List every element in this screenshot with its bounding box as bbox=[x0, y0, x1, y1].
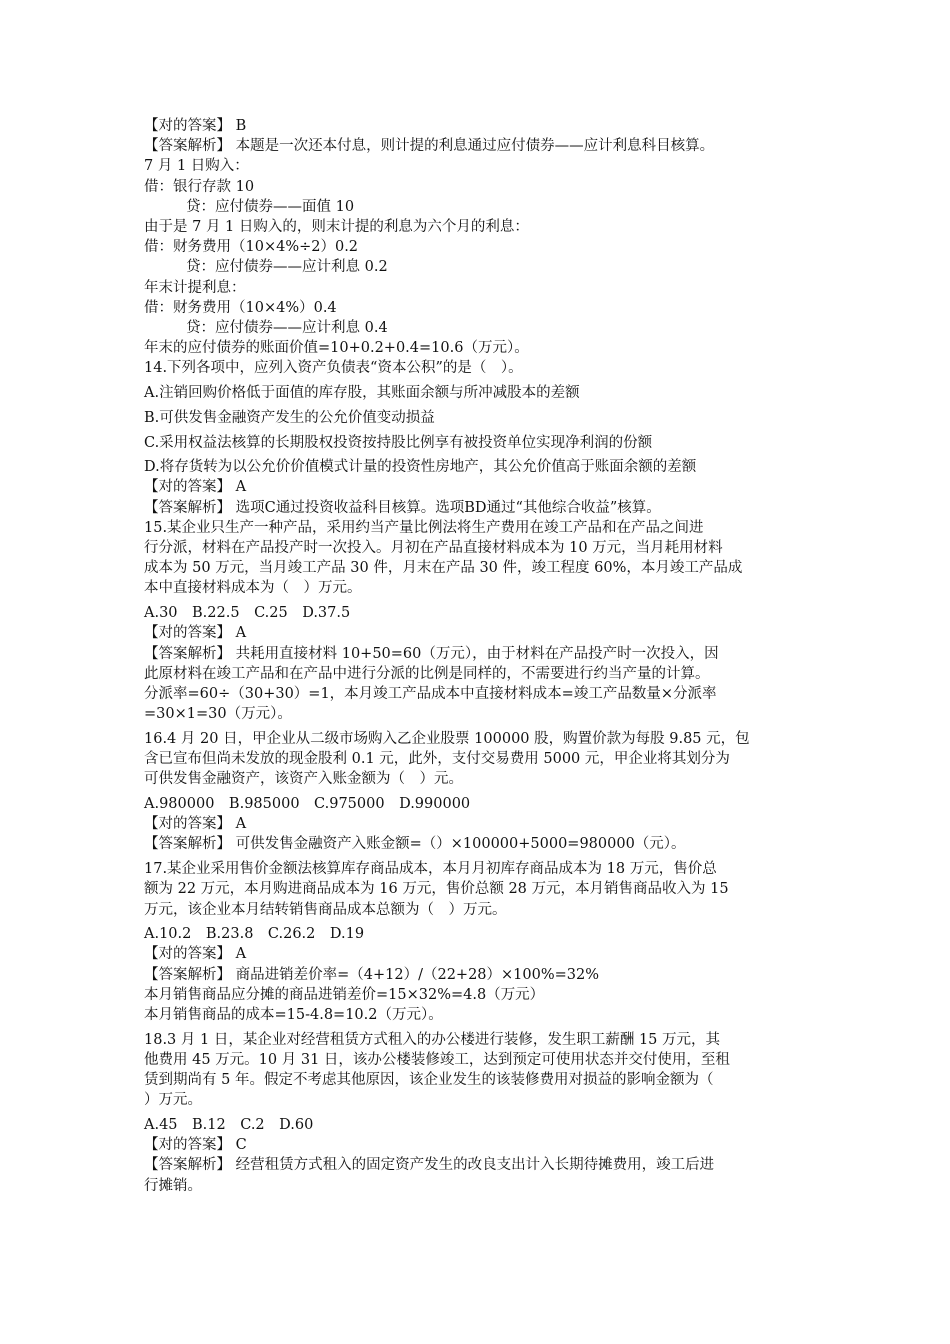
q16-answer: 【对的答案】 A bbox=[144, 816, 247, 833]
q13-analysis-line: 贷：应付债券——面值 10 bbox=[186, 198, 355, 215]
q17-analysis-line: 【答案解析】 商品进销差价率=（4+12）/（22+28）×100%=32% bbox=[144, 966, 599, 983]
q17-analysis-line: 本月销售商品应分摊的商品进销差价=15×32%=4.8（万元） bbox=[144, 986, 545, 1003]
q14-option-a: A.注销回购价格低于面值的库存股，其账面余额与所冲减股本的差额 bbox=[144, 385, 580, 402]
q17-question-line: 17.某企业采用售价金额法核算库存商品成本，本月月初库存商品成本为 18 万元，售价总 bbox=[144, 861, 717, 878]
q17-question-line: 万元，该企业本月结转销售商品成本总额为（ ）万元。 bbox=[144, 901, 507, 918]
q18-question-line: ）万元。 bbox=[144, 1092, 202, 1109]
q13-analysis-line: 贷：应付债券——应计利息 0.2 bbox=[186, 259, 388, 276]
question-14 bbox=[144, 358, 814, 517]
q15-options: A.30 B.22.5 C.25 D.37.5 bbox=[144, 605, 351, 622]
q17-question-line: 额为 22 万元，本月购进商品成本为 16 万元，售价总额 28 万元，本月销售商品收入为 15 bbox=[144, 881, 729, 898]
q16-options: A.980000 B.985000 C.975000 D.990000 bbox=[144, 796, 471, 812]
q18-question-line: 赁到期尚有 5 年。假定不考虑其他原因，该企业发生的该装修费用对损益的影响金额为（ bbox=[144, 1072, 714, 1089]
q15-question-line: 本中直接材料成本为（ ）万元。 bbox=[144, 580, 362, 597]
q18-options: A.45 B.12 C.2 D.60 bbox=[144, 1117, 314, 1134]
q17-answer: 【对的答案】 A bbox=[144, 946, 247, 963]
q13-analysis-line: 【答案解析】 本题是一次还本付息，则计提的利息通过应付债券——应计利息科目核算。 bbox=[144, 138, 715, 155]
q15-question-line: 15.某企业只生产一种产品，采用约当产量比例法将生产费用在竣工产品和在产品之间进 bbox=[144, 519, 704, 536]
q16-question-line: 可供发售金融资产，该资产入账金额为（ ）元。 bbox=[144, 771, 463, 788]
q18-analysis-line: 【答案解析】 经营租赁方式租入的固定资产发生的改良支出计入长期待摊费用，竣工后进 bbox=[144, 1157, 715, 1174]
q17-analysis-line: 本月销售商品的成本=15-4.8=10.2（万元）。 bbox=[144, 1007, 443, 1024]
q14-answer: 【对的答案】 A bbox=[144, 479, 247, 496]
q13-analysis-line: 由于是 7 月 1 日购入的，则末计提的利息为六个月的利息： bbox=[144, 219, 529, 236]
q15-question-line: 行分派，材料在产品投产时一次投入。月初在产品直接材料成本为 10 万元，当月耗用材料 bbox=[144, 540, 723, 557]
q18-question-line: 18.3 月 1 日，某企业对经营租赁方式租入的办公楼进行装修，发生职工薪酬 15 万元，其 bbox=[144, 1031, 721, 1048]
q18-question-line: 他费用 45 万元。10 月 31 日，该办公楼装修竣工，达到预定可使用状态并交付使用，至租 bbox=[144, 1051, 730, 1068]
q16-question-line: 16.4 月 20 日，甲企业从二级市场购入乙企业股票 100000 股，购置价款为每股 9.85 元，包 bbox=[144, 730, 750, 747]
q14-option-c: C.采用权益法核算的长期股权投资按持股比例享有被投资单位实现净利润的份额 bbox=[144, 434, 653, 451]
q17-options: A.10.2 B.23.8 C.26.2 D.19 bbox=[144, 926, 365, 943]
question-17 bbox=[144, 859, 814, 1025]
q15-question-line: 成本为 50 万元，当月竣工产品 30 件，月末在产品 30 件，竣工程度 60%，本月竣工产品成 bbox=[144, 560, 743, 577]
q13-analysis-line: 7 月 1 日购入： bbox=[144, 158, 249, 175]
q14-question: 14.下列各项中，应列入资产负债表“资本公积”的是（ ）。 bbox=[144, 360, 523, 377]
question-13 bbox=[144, 116, 814, 358]
question-18 bbox=[144, 1030, 814, 1196]
q15-analysis-line: 此原材料在竣工产品和在产品中进行分派的比例是同样的，不需要进行约当产量的计算。 bbox=[144, 665, 710, 682]
q13-analysis-line: 借：银行存款 10 bbox=[144, 178, 255, 195]
q18-answer: 【对的答案】 C bbox=[144, 1137, 247, 1154]
q15-answer: 【对的答案】 A bbox=[144, 625, 247, 642]
q13-analysis-line: 借：财务费用（10×4%÷2）0.2 bbox=[144, 239, 359, 256]
q13-analysis-line: 年末计提利息： bbox=[144, 279, 246, 296]
q15-analysis-line: =30×1=30（万元）。 bbox=[144, 706, 292, 723]
q15-analysis-line: 分派率=60÷（30+30）=1，本月竣工产品成本中直接材料成本=竣工产品数量×分派率 bbox=[144, 685, 717, 702]
q16-analysis: 【答案解析】 可供发售金融资产入账金额=（）×100000+5000=980000（元）。 bbox=[144, 836, 686, 853]
q14-option-b: B.可供发售金融资产发生的公允价值变动损益 bbox=[144, 409, 435, 426]
q15-analysis-line: 【答案解析】 共耗用直接材料 10+50=60（万元），由于材料在产品投产时一次投入，因 bbox=[144, 645, 719, 662]
q14-analysis: 【答案解析】 选项C通过投资收益科目核算。选项BD通过“其他综合收益”核算。 bbox=[144, 499, 661, 516]
q14-option-d: D.将存货转为以公允价价值模式计量的投资性房地产，其公允价值高于账面余额的差额 bbox=[144, 459, 697, 476]
q13-analysis-line: 借：财务费用（10×4%）0.4 bbox=[144, 299, 337, 316]
q13-answer: 【对的答案】 B bbox=[144, 118, 247, 134]
document-body bbox=[144, 116, 814, 1196]
q13-analysis-line: 贷：应付债券——应计利息 0.4 bbox=[186, 320, 388, 337]
q16-question-line: 含已宣布但尚未发放的现金股利 0.1 元，此外，支付交易费用 5000 元，甲企业将其划分为 bbox=[144, 751, 730, 768]
question-15 bbox=[144, 518, 814, 725]
q13-analysis-line: 年末的应付债券的账面价值=10+0.2+0.4=10.6（万元）。 bbox=[144, 340, 529, 357]
q18-analysis-line: 行摊销。 bbox=[144, 1177, 202, 1194]
question-16 bbox=[144, 729, 814, 855]
